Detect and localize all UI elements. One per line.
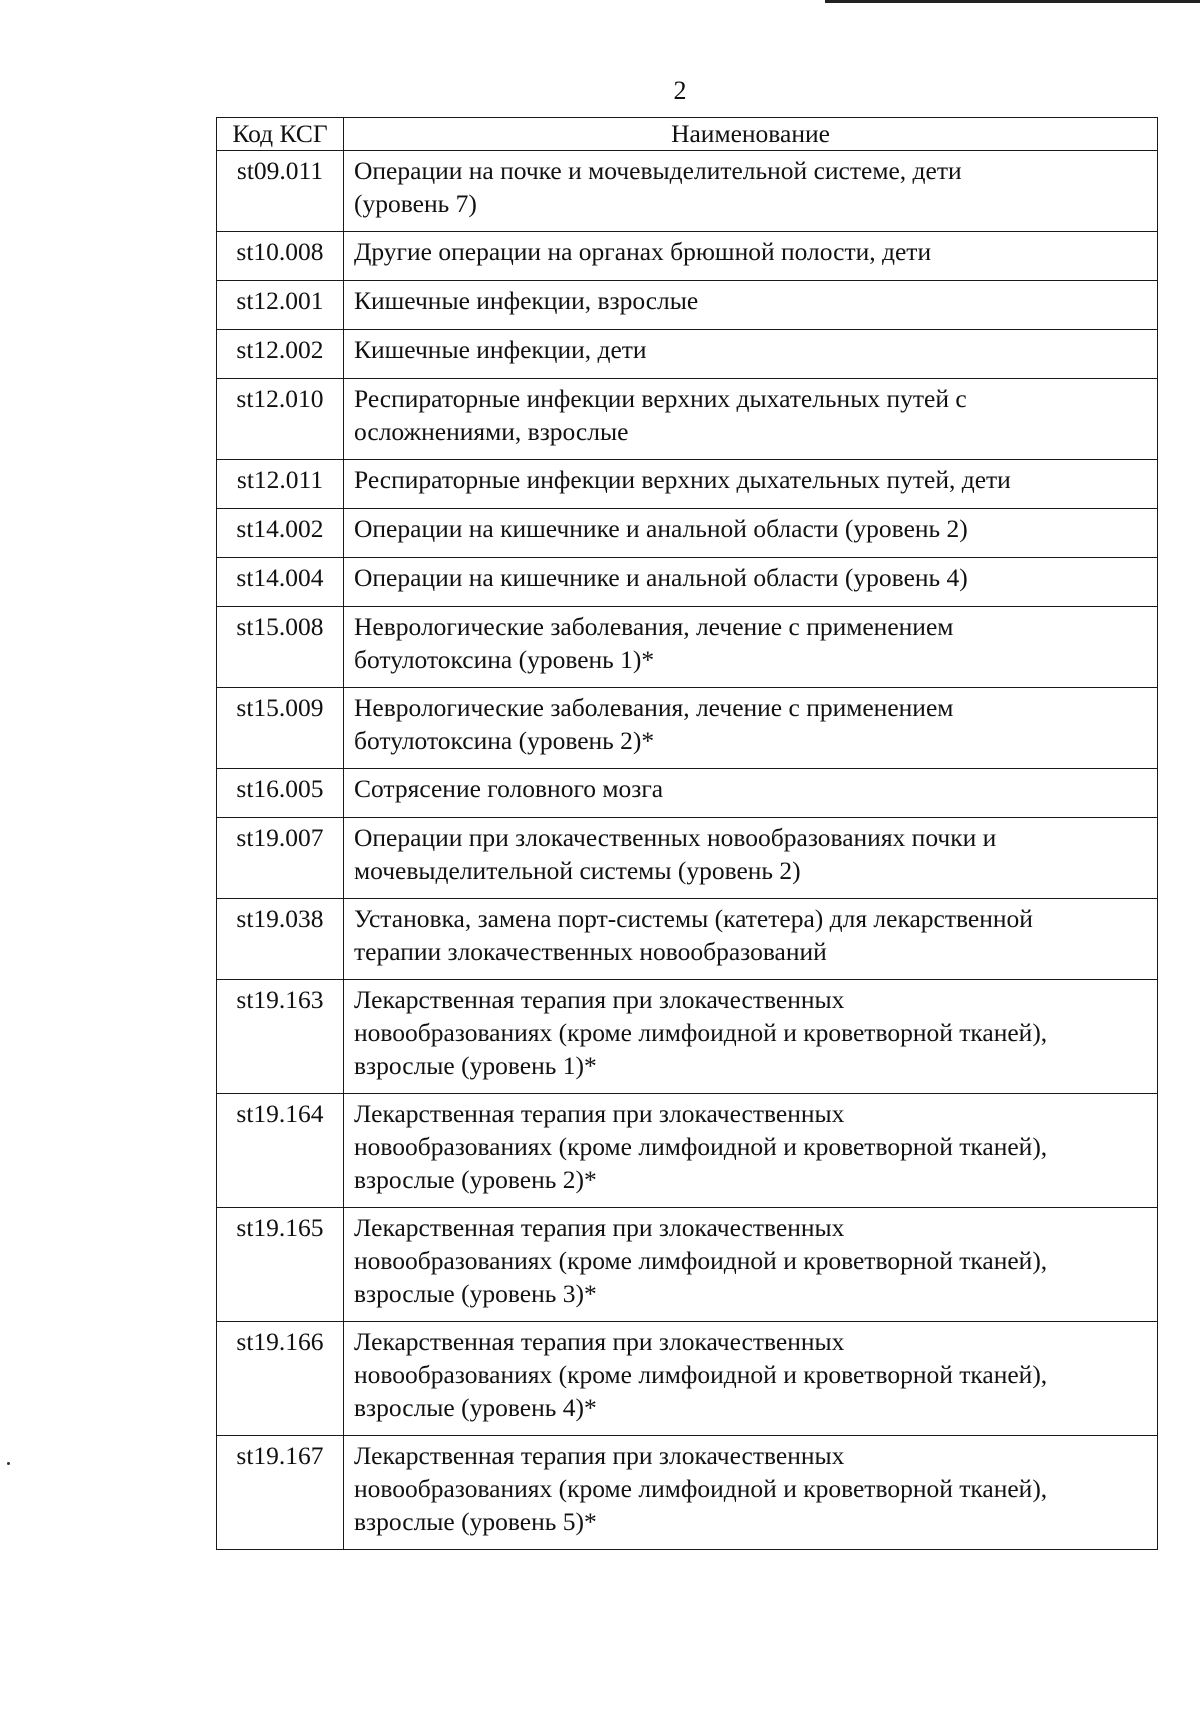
ksg-code-cell: st14.002 [217,509,344,558]
table-row [217,281,1158,330]
top-edge-rule [825,0,1200,3]
header-code: Код КСГ [217,118,344,151]
table-row [217,558,1158,607]
ksg-code-cell: st19.163 [217,980,344,1094]
ksg-name-cell: Респираторные инфекции верхних дыхательных путей с осложнениями, взрослые [344,379,1158,460]
table-row [217,232,1158,281]
ksg-name-cell: Сотрясение головного мозга [344,769,1158,818]
ksg-name-cell: Лекарственная терапия при злокачественных новообразованиях (кроме лимфоидной и кроветворной тканей), взрослые (уровень 5)* [344,1436,1158,1550]
ksg-code-cell: st12.001 [217,281,344,330]
ksg-code-cell: st19.038 [217,899,344,980]
ksg-name-cell: Респираторные инфекции верхних дыхательных путей, дети [344,460,1158,509]
table-row [217,1436,1158,1550]
ksg-table [216,117,1158,1550]
page-number: 2 [673,76,687,105]
ksg-code-cell: st19.167 [217,1436,344,1550]
ksg-code-cell: st19.007 [217,818,344,899]
ksg-name-cell: Кишечные инфекции, взрослые [344,281,1158,330]
table-row [217,1208,1158,1322]
ksg-code-cell: st19.164 [217,1094,344,1208]
table-row [217,818,1158,899]
scan-speck [7,1462,10,1465]
ksg-name-cell: Лекарственная терапия при злокачественных новообразованиях (кроме лимфоидной и кроветворной тканей), взрослые (уровень 4)* [344,1322,1158,1436]
ksg-name-cell: Лекарственная терапия при злокачественных новообразованиях (кроме лимфоидной и кроветворной тканей), взрослые (уровень 1)* [344,980,1158,1094]
ksg-name-cell: Операции на почке и мочевыделительной системе, дети (уровень 7) [344,151,1158,232]
table-row [217,1322,1158,1436]
ksg-name-cell: Операции на кишечнике и анальной области (уровень 4) [344,558,1158,607]
table-row [217,151,1158,232]
table-row [217,460,1158,509]
table-row [217,330,1158,379]
table-header-row [217,118,1158,151]
ksg-code-cell: st15.008 [217,607,344,688]
ksg-code-cell: st10.008 [217,232,344,281]
table-row [217,769,1158,818]
ksg-code-cell: st12.002 [217,330,344,379]
ksg-name-cell: Неврологические заболевания, лечение с применением ботулотоксина (уровень 2)* [344,688,1158,769]
table-row [217,1094,1158,1208]
table-row [217,509,1158,558]
header-name: Наименование [344,118,1158,151]
table-row [217,607,1158,688]
ksg-code-cell: st14.004 [217,558,344,607]
ksg-code-cell: st12.011 [217,460,344,509]
ksg-name-cell: Лекарственная терапия при злокачественных новообразованиях (кроме лимфоидной и кроветворной тканей), взрослые (уровень 2)* [344,1094,1158,1208]
ksg-code-cell: st16.005 [217,769,344,818]
ksg-name-cell: Другие операции на органах брюшной полости, дети [344,232,1158,281]
table-row [217,688,1158,769]
ksg-name-cell: Установка, замена порт-системы (катетера) для лекарственной терапии злокачественных новообразований [344,899,1158,980]
ksg-code-cell: st19.165 [217,1208,344,1322]
ksg-code-cell: st19.166 [217,1322,344,1436]
table-row [217,980,1158,1094]
ksg-code-cell: st09.011 [217,151,344,232]
table-row [217,899,1158,980]
ksg-name-cell: Операции на кишечнике и анальной области (уровень 2) [344,509,1158,558]
ksg-code-cell: st12.010 [217,379,344,460]
ksg-name-cell: Неврологические заболевания, лечение с применением ботулотоксина (уровень 1)* [344,607,1158,688]
ksg-name-cell: Кишечные инфекции, дети [344,330,1158,379]
ksg-code-cell: st15.009 [217,688,344,769]
ksg-name-cell: Лекарственная терапия при злокачественных новообразованиях (кроме лимфоидной и кроветворной тканей), взрослые (уровень 3)* [344,1208,1158,1322]
table-row [217,379,1158,460]
ksg-name-cell: Операции при злокачественных новообразованиях почки и мочевыделительной системы (уровень 2) [344,818,1158,899]
